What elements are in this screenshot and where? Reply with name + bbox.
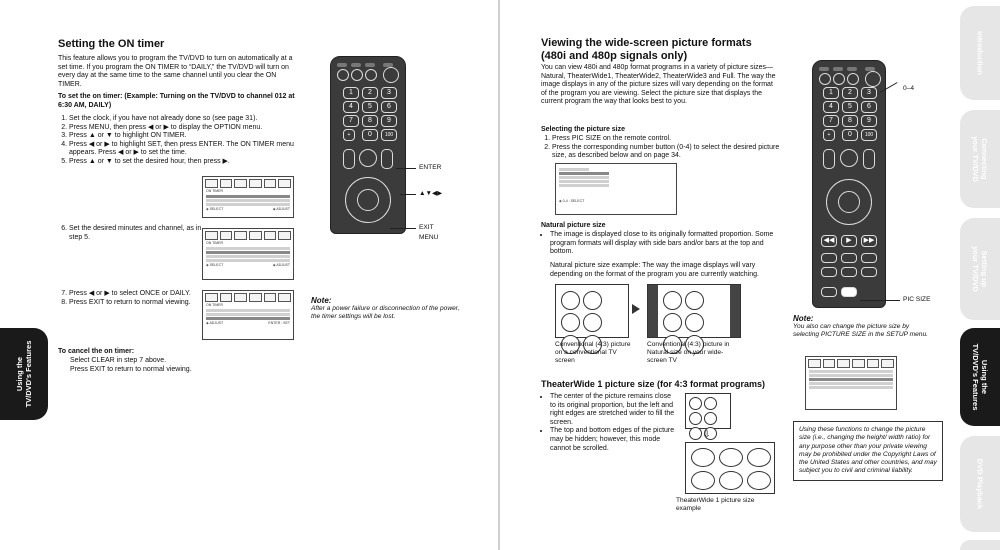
note-title: Note: [311,296,332,305]
copyright-warning: Using these functions to change the picture size (i.e., changing the height/ width ratio) for any purpose other than your private viewing may be prohibited under the Copyright Laws of the United States and other countries, and may subject you to civil and criminal liability. [793,421,943,481]
natural-bullet: • The image is displayed close to its originally formatted proportion. Some program formats will display with side bars and/or bars at the top and bottom. [550,231,786,257]
pic-size-callout: PIC SIZE [903,296,931,303]
section-tab-label: Introduction [975,31,985,75]
note-text: You also can change the picture size by selecting PICTURE SIZE in the SETUP menu. [793,323,928,338]
section-tab-label: Connecting your TV/DVD [971,136,989,182]
cancel-instructions [70,357,270,374]
left-manual-page [0,0,498,550]
cancel-heading: To cancel the on timer: [58,348,135,355]
exit-callout: EXIT [419,224,434,231]
title-line-2: (480i and 480p signals only) [541,50,688,62]
select-heading: Selecting the picture size [541,126,626,133]
note [793,314,933,339]
menu-callout: MENU [419,234,439,241]
section-tab-using-features[interactable] [0,328,48,420]
caption-conventional: Conventional (4:3) picture on a conventional TV screen [555,341,631,364]
step-6-list [58,225,209,242]
select-step-1: 1. Press PIC SIZE on the remote control. [552,135,784,144]
section-tab-label: Using the TV/DVD's Features [971,343,989,411]
section-tab-introduction[interactable] [960,6,1000,100]
intro-paragraph: This feature allows you to program the TV/DVD to turn on automatically at a set time. If you program the ON TIMER to “DAILY,” the TV/DVD will turn on every day at the same time to the same channel until you clear the ON TIMER. [58,55,293,88]
screen-title: ON TIMER [206,303,224,307]
step-8: 8. Press EXIT to return to normal viewing. [69,299,209,308]
section-tab-partial[interactable] [960,540,1000,550]
section-tab-setting-up[interactable] [960,218,1000,320]
tw1-bullet-2: • The top and bottom edges of the picture may be hidden; however, this mode cannot be scrolled. [550,427,675,453]
screen-title: ON TIMER [206,189,224,193]
section-tab-connecting[interactable] [960,110,1000,208]
section-tab-using-features[interactable] [960,328,1000,426]
tw1-heading: TheaterWide 1 picture size (for 4:3 format programs) [541,379,765,389]
setup-menu-screen [805,356,897,410]
screen-foot-left: ◈ SELECT [206,206,224,211]
step-7: 7. Press ◀ or ▶ to select ONCE or DAILY. [69,290,209,299]
caption-natural: Conventional (4:3) picture in Natural size on your wide-screen TV [647,341,730,364]
select-step-2: 2. Press the corresponding number button (0-4) to select the desired picture size, as described below and on page 34. [552,144,784,161]
note [311,296,461,321]
note-title: Note: [793,314,814,323]
step-6: 6. Set the desired minutes and channel, as in step 5. [69,225,209,242]
section-tab-label: Setting up your TV/DVD [971,246,989,292]
select-steps [541,135,784,161]
screen-foot-left: ◈ SELECT [206,262,224,267]
example-heading: To set the on timer: (Example: Turning on the TV/DVD to channel 012 at 6:30 AM, DAILY) [58,93,295,109]
page-title: Setting the ON timer [58,38,165,50]
arrows-callout: ▲▼◀▶ [419,190,443,197]
tw1-source-illustration [685,393,731,429]
tw1-result-illustration [685,442,775,494]
step-2: 2. Press MENU, then press ◀ or ▶ to display the OPTION menu. [69,124,309,133]
note-text: After a power failure or disconnection of the power, the timer settings will be lost. [311,305,460,320]
title-line-1: Viewing the wide-screen picture formats [541,37,752,49]
screen-foot-left: ◈ ADJUST [206,320,224,325]
step-3: 3. Press ▲ or ▼ to highlight ON TIMER. [69,132,309,141]
cancel-line-2: Press EXIT to return to normal viewing. [70,365,192,373]
tw1-caption: TheaterWide 1 picture size example [676,497,755,512]
picture-size-screen [555,163,677,215]
enter-callout: ENTER [419,164,442,171]
step-7-8-list [58,290,209,307]
screen-foot: ◈ 0-4 : SELECT [559,199,585,203]
arrow-down-icon: ⇩ [703,429,711,439]
natural-heading: Natural picture size [541,222,606,229]
number-range-callout: 0–4 [903,85,915,92]
step-5: 5. Press ▲ or ▼ to set the desired hour, then press ▶. [69,158,237,167]
screen-foot-right: ◈ ADJUST [272,206,290,211]
remote-control-illustration: 1 2 3 4 5 6 7 8 9 + 0 100 ◀◀ ▶ ▶▶ [812,60,886,308]
section-tab-label: Using the TV/DVD's Features [15,340,33,408]
screen-title: ON TIMER [206,241,224,245]
natural-bullets [541,231,786,257]
natural-example: Natural picture size example: The way the image displays will vary depending on the format of the program you are currently watching. [550,262,759,278]
intro-paragraph: You can view 480i and 480p format programs in a variety of picture sizes—Natural, TheaterWide1, TheaterWide2, TheaterWide3 and Full. The way the image displays in any of the picture sizes will vary depending on the format of the program you are viewing. Select the picture size that displays the current program the way that looks best to you. [541,64,776,106]
step-4: 4. Press ◀ or ▶ to highlight SET, then press ENTER. The ON TIMER menu appears. Press ◀ or ▶ to set the time. [69,141,294,158]
page-title [541,37,781,63]
on-timer-screen-2 [202,228,294,280]
arrow-right-icon [632,304,640,314]
widescreen-natural-illustration [647,284,741,338]
on-timer-screen-3 [202,290,294,340]
cancel-line-1: Select CLEAR in step 7 above. [70,357,167,364]
step-1: 1. Set the clock, if you have not already done so (see page 31). [69,115,309,124]
tw1-bullet-1: • The center of the picture remains close to its original proportion, but the left and right edges are stretched wider to fill the screen. [550,393,675,427]
right-manual-page [500,0,1000,550]
tw1-bullets [541,393,675,453]
steps-list [58,115,294,167]
on-timer-screen-1 [202,176,294,218]
conventional-tv-illustration [555,284,629,338]
remote-control-illustration: 1 2 3 4 5 6 7 8 9 + 0 100 [330,56,406,234]
screen-foot-right: ◈ ADJUST [272,262,290,267]
section-tab-label: DVD Playback [975,458,985,510]
section-tab-dvd-playback[interactable] [960,436,1000,532]
screen-foot-right: ENTER : SET [268,320,290,325]
